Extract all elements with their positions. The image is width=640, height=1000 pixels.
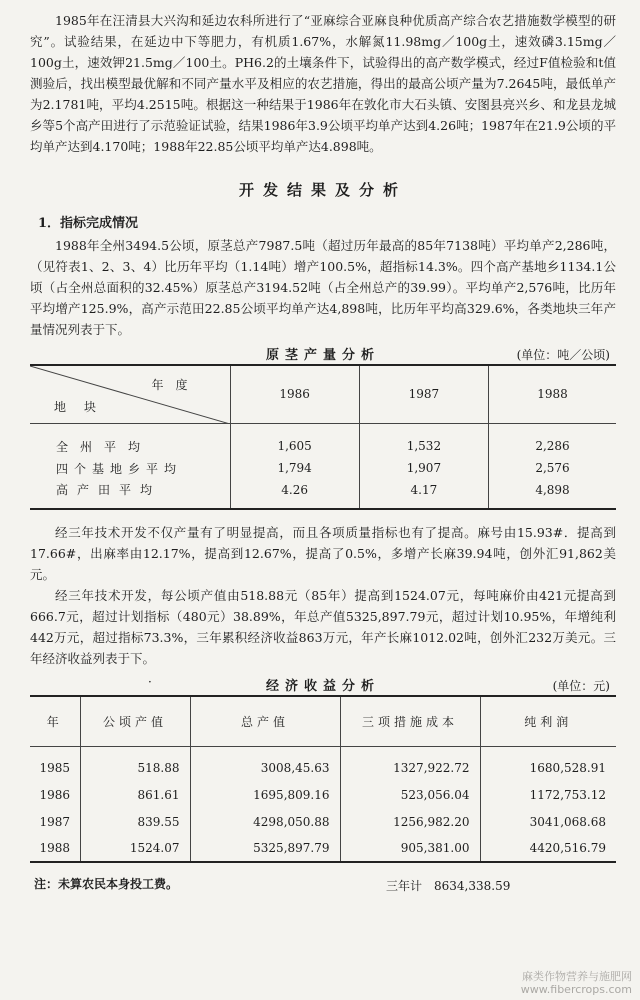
economic-table-header <box>30 696 616 746</box>
cell-value: 1327,922.72 <box>340 746 480 781</box>
row-label: 四个基地乡平均 <box>56 461 183 476</box>
cell-value: 518.88 <box>80 746 190 781</box>
table2-unit: (单位：元) <box>552 679 610 693</box>
year-header: 1987 <box>359 365 488 423</box>
cell-value: 1,907 <box>359 457 488 479</box>
cell-value: 1680,528.91 <box>480 746 616 781</box>
cell-value: 4.26 <box>230 479 359 509</box>
cell-value: 1256,982.20 <box>340 808 480 835</box>
table2-title: 经济收益分析 <box>265 679 380 694</box>
watermark-url: www.fibercrops.com <box>520 983 632 996</box>
column-header: 年 <box>30 696 80 746</box>
cell-value: 1988 <box>39 841 71 855</box>
cell-value: 5325,897.79 <box>190 835 340 862</box>
watermark-line: 麻类作物营养与施肥网 <box>522 970 632 983</box>
cell-value: 4298,050.88 <box>190 808 340 835</box>
cell-value: 4.17 <box>359 479 488 509</box>
cell-value: 1,605 <box>230 423 359 457</box>
cell-value: 2,286 <box>489 423 616 457</box>
cell-value: 2,576 <box>489 457 616 479</box>
yield-paragraph: 1988年全州3494.5公顷，原茎总产7987.5吨（超过历年最高的85年7138吨）平均单产2,286吨，（见符表1、2、3、4）比历年平均（1.14吨）增产100.5%，超指标14.3%。四个高产基地乡1134.1公顷（占全州总面积的32.45%）原茎总产3194.52吨（占全州总产的39.99）。平均单产2,576吨，比历年平均增产125.9%，高产示范田22.85公顷平均单产达4,898吨，比历年平均高329.6%，各类地块三年产量情况列表于下。 <box>30 238 616 337</box>
cell-value: 1985 <box>39 760 71 775</box>
year-header: 1986 <box>230 365 359 423</box>
column-header: 三项措施成本 <box>340 696 480 746</box>
diagonal-header-cell <box>30 365 230 423</box>
cell-value: 1,794 <box>230 457 359 479</box>
column-header: 公顷产值 <box>80 696 190 746</box>
cell-value: 861.61 <box>80 781 190 808</box>
quality-paragraph: 经三年技术开发不仅产量有了明显提高，而且各项质量指标也有了提高。麻号由15.93#．提高到17.66#，出麻率由12.17%，提高到12.67%，提高了0.5%，多增产长麻39.94吨，创外汇91,862美元。 <box>30 525 616 582</box>
table-row <box>30 423 616 457</box>
yield-table <box>30 364 616 510</box>
cell-value: 839.55 <box>80 808 190 835</box>
intro-paragraph: 1985年在汪清县大兴沟和延边农科所进行了“亚麻综合亚麻良种优质高产综合农艺措施数学模型的研究”。试验结果，在延边中下等肥力，有机质1.67%，水解氮11.98mg／100g土，速效磷3.15mg／100g土，速效钾21.5mg／100土。PH6.2的土壤条件下，试验得出的高产数学模式，经过F值检验和t值测验后，找出模型最优解和不同产量水平及相应的农艺措施，得出的最高公顷产量为7.2645吨，最低单产为2.1781吨，平均4.2515吨。根据这一种结果于1986年在敦化市大石头镇、安图县亮兴乡、和龙县龙城乡等5个高产田进行了示范验证试验，结果1986年3.9公顷平均单产达到4.26吨；1987年在21.9公顷的平均单产达到4.170吨；1988年22.85公顷平均单产达4.898吨。 <box>30 13 616 154</box>
year-header: 1988 <box>489 365 616 423</box>
three-year-total: 三年计 8634,338.59 <box>386 879 511 893</box>
cell-value: 1695,809.16 <box>190 781 340 808</box>
site-watermark <box>521 970 632 996</box>
column-header: 纯利润 <box>480 696 616 746</box>
footnote-row <box>30 871 616 901</box>
subsection-heading: 1．指标完成情况 <box>38 216 139 231</box>
cell-value: 4420,516.79 <box>480 835 616 862</box>
diagonal-line <box>30 366 230 424</box>
row-label: 全州平均 <box>56 439 153 454</box>
cell-value: 3041,068.68 <box>480 808 616 835</box>
cell-value: 1172,753.12 <box>480 781 616 808</box>
economic-table <box>30 695 616 863</box>
cell-value: 1987 <box>39 814 71 829</box>
table-row <box>30 781 616 808</box>
cell-value: 905,381.00 <box>340 835 480 862</box>
table-row <box>30 746 616 781</box>
column-header: 总产值 <box>190 696 340 746</box>
table2-caption <box>30 673 616 695</box>
economic-paragraph: 经三年技术开发，每公顷产值由518.88元（85年）提高到1524.07元，每吨麻价由421元提高到666.7元，超过计划指标（480元）38.89%，年总产值5325,897.79元，超过计划10.95%，年增纯利442万元，超过指标73.3%，三年累积经济收益863万元，年产长麻1012.02吨，创外汇232万美元。三年经济收益列表于下。 <box>30 588 616 666</box>
yield-table-header <box>30 365 616 423</box>
cell-value: 1,532 <box>359 423 488 457</box>
cell-value: 4,898 <box>489 479 616 509</box>
cell-value: 1524.07 <box>80 835 190 862</box>
table1-title: 原茎产量分析 <box>265 348 380 363</box>
table-row <box>30 479 616 509</box>
header-year-label: 年度 <box>151 378 200 392</box>
table-row <box>30 835 616 862</box>
header-plot-label: 地块 <box>54 399 115 414</box>
table1-caption <box>30 342 616 364</box>
row-label: 高产田平均 <box>56 483 162 497</box>
section-title: 开发结果及分析 <box>238 181 407 199</box>
table-row <box>30 457 616 479</box>
bullet-mark: · <box>148 675 152 689</box>
cell-value: 523,056.04 <box>340 781 480 808</box>
table1-unit: (单位：吨／公顷) <box>516 348 610 362</box>
table-row <box>30 808 616 835</box>
footnote: 注：未算农民本身投工费。 <box>34 877 179 891</box>
cell-value: 3008,45.63 <box>190 746 340 781</box>
cell-value: 1986 <box>39 787 71 802</box>
